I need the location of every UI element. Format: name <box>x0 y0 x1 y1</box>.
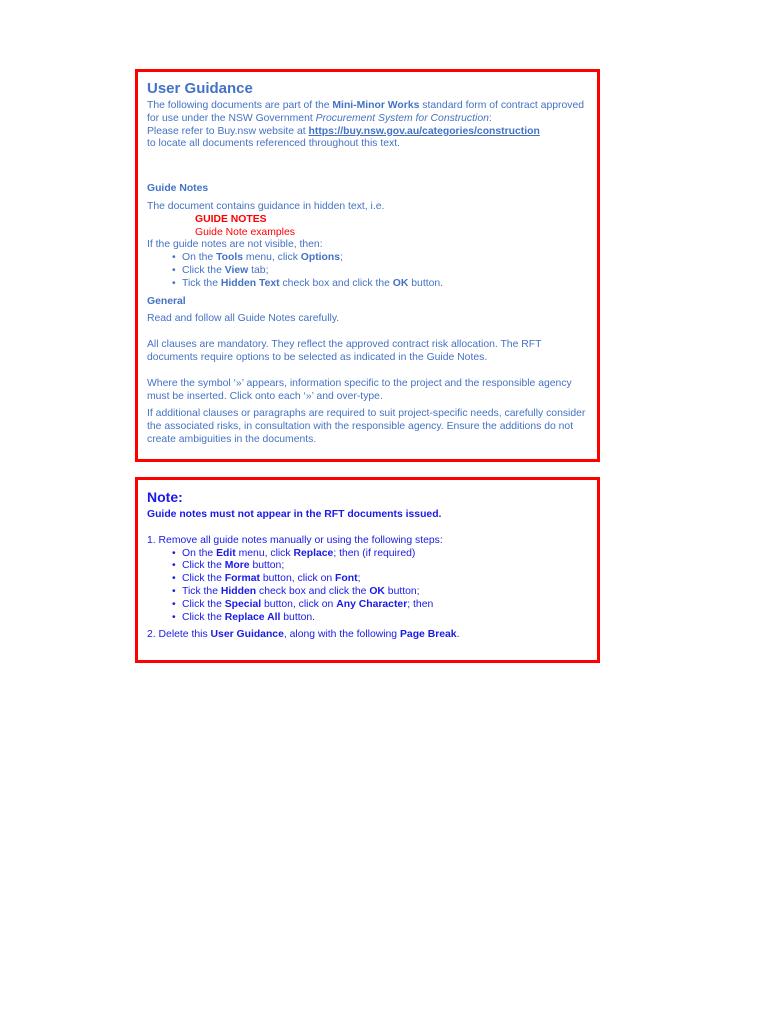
list-item: • Click the More button; <box>172 560 588 573</box>
list-item: • On the Edit menu, click Replace; then (if required) <box>172 548 588 561</box>
general-paragraph-3: Where the symbol ‘»’ appears, information specific to the project and the responsible agency must be inserted. Click onto each ‘»’ and over-type. <box>147 377 572 402</box>
user-guidance-title: User Guidance <box>147 80 253 97</box>
remove-guide-notes-steps <box>147 548 588 625</box>
note-title: Note: <box>147 489 183 505</box>
note-warning: Guide notes must not appear in the RFT documents issued. <box>147 509 442 520</box>
list-item: • On the Tools menu, click Options; <box>172 252 588 265</box>
note-step-2: 2. Delete this User Guidance, along with the following Page Break. <box>147 629 460 641</box>
general-paragraph-2: All clauses are mandatory. They reflect the approved contract risk allocation. The RFT documents require options to be selected as indicated in the Guide Notes. <box>147 339 542 363</box>
buy-nsw-link[interactable]: https://buy.nsw.gov.au/categories/construction <box>308 125 540 137</box>
note-box <box>135 477 600 663</box>
guide-notes-heading: Guide Notes <box>147 183 209 195</box>
show-hidden-steps-list <box>147 252 588 290</box>
list-item: • Click the Special button, click on Any Character; then <box>172 599 588 612</box>
list-item: • Click the Replace All button. <box>172 612 588 625</box>
guide-note-example-text: Guide Note examples <box>195 226 295 238</box>
not-visible-line: If the guide notes are not visible, then: <box>147 239 323 251</box>
intro-paragraph: The following documents are part of the Mini-Minor Works standard form of contract approved for use under the NSW Government Procurement System for Construction: Please refer to Buy.nsw website at https://buy.nsw.gov.au/categories/construction to locate all documents referenced throughout this text. <box>147 100 584 150</box>
list-item: • Click the Format button, click on Font; <box>172 573 588 586</box>
user-guidance-box <box>135 69 600 462</box>
general-paragraph-4: If additional clauses or paragraphs are required to suit project-specific needs, carefully consider the associated risks, in consultation with the responsible agency. Ensure the additions do not create ambiguities in the documents. <box>147 408 586 445</box>
guide-notes-example-heading: GUIDE NOTES <box>195 213 267 225</box>
list-item: • Tick the Hidden check box and click the OK button; <box>172 586 588 599</box>
hidden-text-line: The document contains guidance in hidden text, i.e. <box>147 200 385 212</box>
list-item: • Tick the Hidden Text check box and click the OK button. <box>172 278 588 291</box>
list-item: • Click the View tab; <box>172 265 588 278</box>
note-step-1: 1. Remove all guide notes manually or using the following steps: <box>147 534 443 546</box>
general-heading: General <box>147 295 186 307</box>
general-paragraph-1: Read and follow all Guide Notes carefully. <box>147 313 340 325</box>
